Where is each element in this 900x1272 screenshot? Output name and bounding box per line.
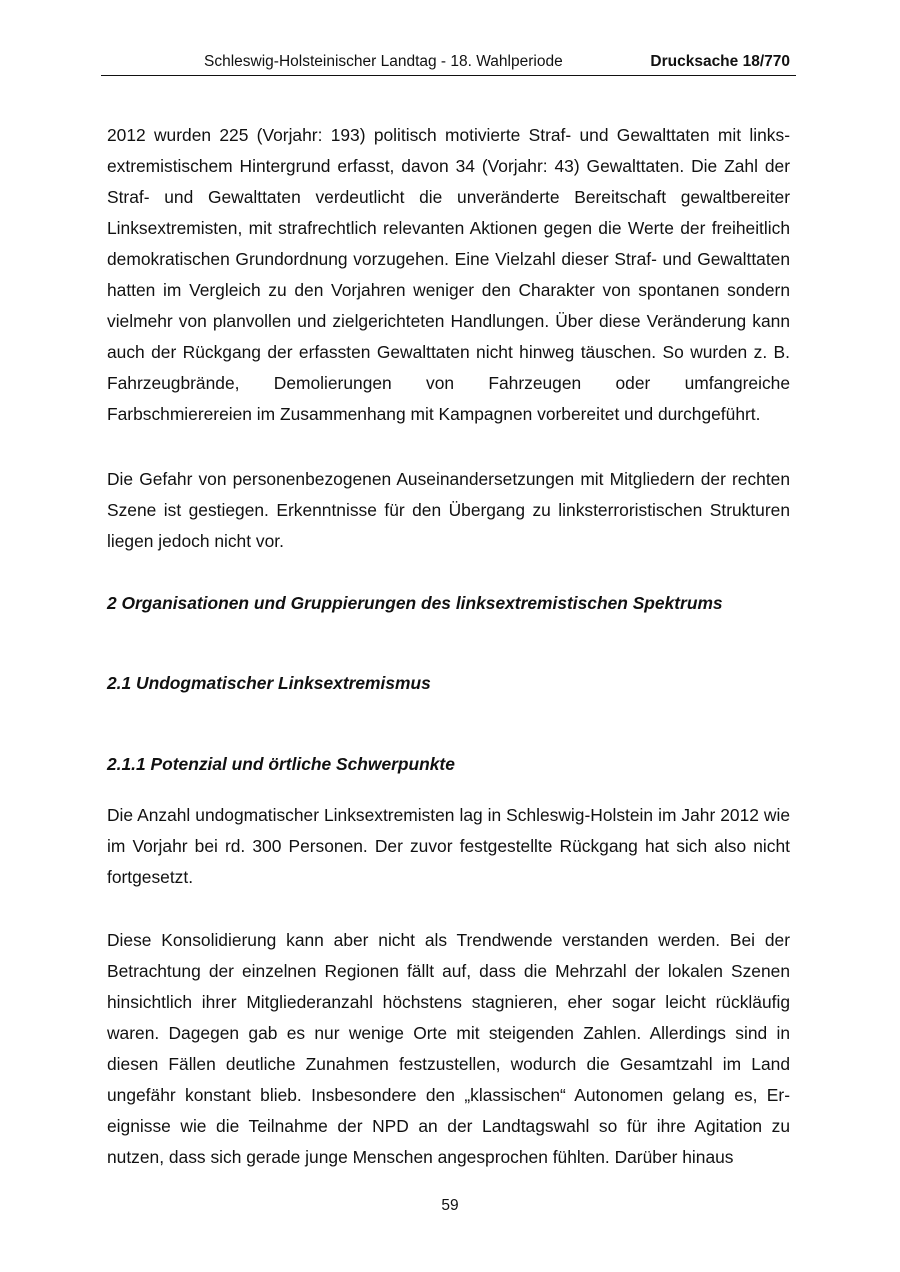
paragraph-consolidation: Diese Konsolidierung kann aber nicht als Trendwende verstanden werden. Bei der Betrachtung der einzelnen Regionen fällt auf, dass die Mehrzahl der lokalen Szenen hinsichtlich ihrer Mitgliederanzahl höchstens stagnieren, eher sogar leicht rückläufig waren. Dagegen gab es nur wenige Orte mit steigenden Zahlen. Allerdings sind in diesen Fällen deutliche Zunahmen festzustellen, wodurch die Gesamtzahl im Land ungefähr konstant blieb. Insbesondere den „klassischen“ Autonomen gelang es, Ereignisse wie die Teilnahme der NPD an der Landtagswahl so für ihre Agitation zu nutzen, dass sich gerade junge Menschen angesprochen fühlten. Darüber hinaus [107,930,790,1167]
section-heading-2: 2 Organisationen und Gruppierungen des linksextremistischen Spektrums [107,593,723,613]
paragraph-crime-statistics: 2012 wurden 225 (Vorjahr: 193) politisch motivierte Straf- und Gewalttaten mit linksextremistischem Hintergrund erfasst, davon 34 (Vorjahr: 43) Gewalttaten. Die Zahl der Straf- und Gewalttaten verdeutlicht die unveränderte Bereitschaft gewaltbereiter Linksextremisten, mit strafrechtlich relevanten Aktionen gegen die Werte der freiheitlich demokratischen Grundordnung vorzugehen. Eine Vielzahl dieser Straf- und Gewalttaten hatten im Vergleich zu den Vorjahren weniger den Charakter von spontanen sondern vielmehr von planvollen und zielgerichteten Handlungen. Über diese Veränderung kann auch der Rückgang der erfassten Gewalttaten nicht hinweg täuschen. So wurden z. B. Fahrzeugbrände, Demolierungen von Fahrzeugen oder umfangreiche Farbschmierereien im Zusammenhang mit Kampagnen vorbereitet und durchgeführt. [107,125,790,424]
document-reference: Drucksache 18/770 [650,53,790,70]
paragraph-confrontations: Die Gefahr von personenbezogenen Auseinandersetzungen mit Mitgliedern der rechten Szene ist gestiegen. Erkenntnisse für den Übergang zu linksterroristischen Strukturen liegen jedoch nicht vor. [107,469,790,551]
page-header [101,51,796,76]
header-title: Schleswig-Holsteinischer Landtag - 18. Wahlperiode [204,53,563,70]
page-number: 59 [441,1197,459,1214]
paragraph-potential: Die Anzahl undogmatischer Linksextremisten lag in Schleswig-Holstein im Jahr 2012 wie im Vorjahr bei rd. 300 Personen. Der zuvor festgestellte Rückgang hat sich also nicht fortgesetzt. [107,805,790,887]
section-heading-2-1: 2.1 Undogmatischer Linksextremismus [107,673,431,693]
section-heading-2-1-1: 2.1.1 Potenzial und örtliche Schwerpunkte [107,754,455,774]
